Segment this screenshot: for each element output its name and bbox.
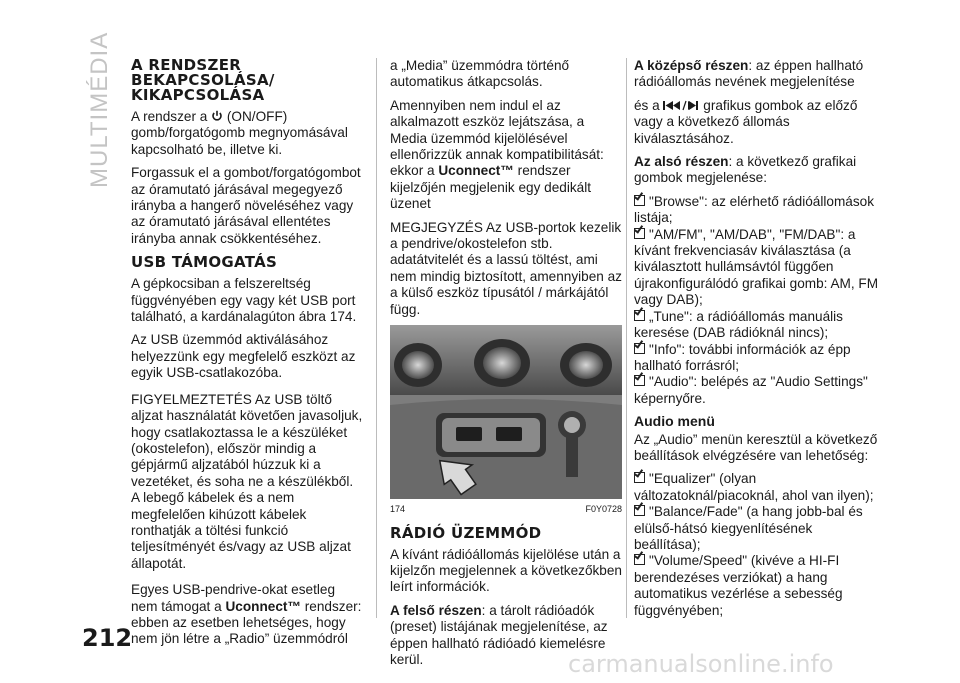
paragraph: Egyes USB-pendrive-okat esetleg nem támogat a Uconnect™ rendszer: ebben az esetben lehetséges, hogy nem jön létre a „Radio” üzemmódról [131, 582, 362, 647]
watermark: carmanualsonline.info [568, 650, 834, 678]
paragraph: A rendszer a (ON/OFF) gomb/forgatógomb megnyomásával kapcsolható be, illetve ki. [131, 109, 348, 157]
column-1 [131, 58, 363, 655]
heading-system-onoff: A RENDSZER BEKAPCSOLÁSA/ KIKAPCSOLÁSA [131, 56, 275, 104]
list-item: "Balance/Fade" (a hang jobb-bal és elülső-hátsó kiegyenlítésének beállítása); [634, 504, 863, 552]
power-icon [211, 110, 223, 122]
list-item: "Browse": az elérhető rádióállomások listája; [634, 193, 874, 226]
column-divider [376, 58, 377, 618]
paragraph: A gépkocsiban a felszereltség függvényében egy vagy két USB port található, a kardánalagúton ábra 174. [131, 276, 357, 325]
paragraph: Forgassuk el a gombot/forgatógombot az óramutató járásával megegyező irányba a hangerő növeléséhez vagy az óramutató járásával ellentétes irányba annak csökkentéséhez. [131, 165, 361, 246]
paragraph: Az alsó részen: a következő grafikai gombok megjelenése: [634, 154, 857, 186]
figure-number: 174 [390, 504, 406, 515]
paragraph: és a grafikus gombok az előző vagy a következő állomás kiválasztásához. [634, 97, 858, 146]
check-icon [634, 505, 645, 516]
page-number: 212 [82, 624, 133, 652]
uconnect-keyword: Uconnect™ [438, 163, 514, 179]
check-icon [634, 195, 645, 206]
list-item: "Volume/Speed" (kivéve a HI-FI berendezéses verziókat) a hang automatikus vezérlése a sebesség függvényében; [634, 553, 843, 618]
section-side-label: MULTIMÉDIA [86, 31, 113, 188]
column-2 [390, 58, 622, 675]
usb-ports-illustration [390, 325, 622, 499]
paragraph: a „Media” üzemmódra történő automatikus átkapcsolás. [390, 58, 570, 90]
check-icon [634, 554, 645, 565]
check-icon [634, 343, 645, 354]
check-icon [634, 375, 645, 386]
paragraph: Amennyiben nem indul el az alkalmazott eszköz lejátszása, a Media üzemmód kijelölésével ellenőrizzük annak kompatibilitását: ekkor a Uconnect™ rendszer kijelzőjén megjelenik egy dedikált üzenet [390, 97, 604, 212]
heading-audio-menu: Audio menü [634, 413, 715, 430]
check-icon [634, 310, 645, 321]
list-item: "Info": további információk az épp hallható forrásról; [634, 341, 851, 373]
column-3 [634, 58, 879, 619]
paragraph: A felső részen: a tárolt rádióadók (preset) listájának megjelenítése, az éppen hallható rádióadó kiemelésre kerül. [390, 602, 608, 667]
note-paragraph: MEGJEGYZÉS Az USB-portok kezelik a pendrive/okostelefon stb. adatátvitelét és a lassú töltést, ami nem mindig biztosított, amennyiben az a külső eszköz típusától / márkájától függ. [390, 219, 622, 317]
figure-code: F0Y0728 [585, 504, 622, 515]
check-icon [634, 228, 645, 239]
figure-caption [390, 501, 622, 517]
heading-usb-support: USB TÁMOGATÁS [131, 253, 278, 272]
figure-usb-ports [390, 325, 622, 499]
list-item: "AM/FM", "AM/DAB", "FM/DAB": a kívánt frekvenciasáv kiválasztása (a kiválasztott hullámsávtól függően újrakonfigurálódó grafikai gomb: AM, FM vagy DAB); [634, 226, 879, 308]
paragraph: Az USB üzemmód aktiválásához helyezzünk egy megfelelő eszközt az egyik USB-csatlakozóba. [131, 332, 356, 381]
check-icon [634, 472, 645, 483]
heading-radio-mode: RÁDIÓ ÜZEMMÓD [390, 523, 542, 542]
list-item: „Tune": a rádióállomás manuális keresése (DAB rádióknál nincs); [634, 308, 843, 341]
uconnect-keyword: Uconnect™ [225, 598, 301, 614]
list-item: "Audio": belépés az "Audio Settings" képernyőre. [634, 374, 868, 406]
prev-next-icon [663, 100, 699, 111]
paragraph: A középső részen: az éppen hallható rádióállomás nevének megjelenítése [634, 58, 864, 90]
paragraph: A kívánt rádióállomás kijelölése után a kijelzőn megjelennek a következőkben leírt információk. [390, 546, 622, 595]
list-item: "Equalizer" (olyan változatoknál/piacoknál, ahol van ilyen); [634, 471, 874, 503]
column-divider [626, 58, 627, 618]
warning-paragraph: FIGYELMEZTETÉS Az USB töltő aljzat használatát követően javasoljuk, hogy csatlakoztassa le a készüléket (okostelefon), először mindig a gépjármű aljzatából húzzuk ki a vezetéket, és soha ne a készülékből. A lebegő kábelek és a nem megfelelően kihúzott kábelek ronthatják a töltési funkció teljesítményét és/vagy az USB aljzat állapotát. [131, 391, 363, 571]
paragraph: Az „Audio” menün keresztül a következő beállítások elvégzésére van lehetőség: [634, 431, 878, 463]
